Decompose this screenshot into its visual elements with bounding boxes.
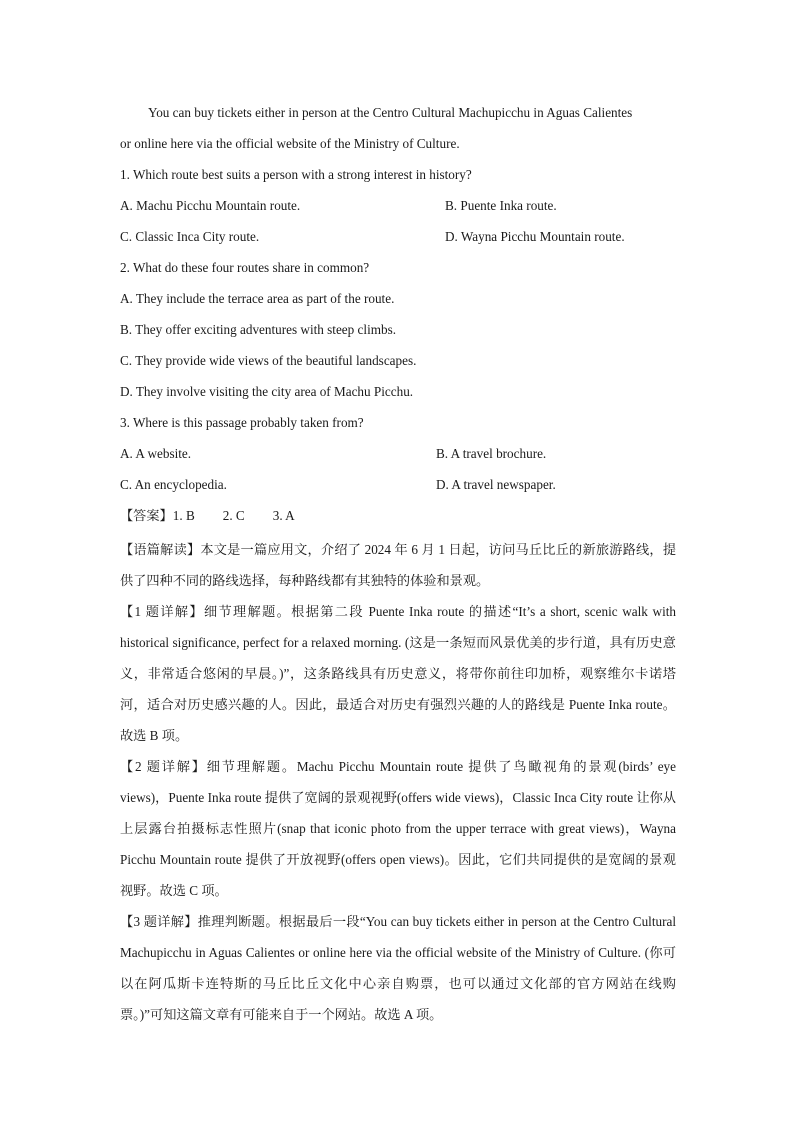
analysis-text: 细节理解题。Machu Picchu Mountain route 提供了鸟瞰视角的景观(birds’ eye views)，Puente Inka route 提供了宽阔的景观视野(offers wide views)，Classic Inca City route 让你从上层露台拍摄标志性照片(snap that iconic photo from the upper terrace with great views)，Wayna Picchu Mountain route 提供了开放视野(offers open views)。因此，它们共同提供的是宽阔的景观视野。故选 C 项。 — [120, 759, 677, 898]
question-3-options-row-1 — [120, 441, 676, 472]
analysis-label: 【语篇解读】 — [120, 542, 201, 557]
question-2-stem: 2. What do these four routes share in common? — [120, 260, 370, 275]
answer-2: 2. C — [222, 508, 245, 523]
question-3-options-row-2 — [120, 472, 676, 503]
question-3-option-c: C. An encyclopedia. — [120, 477, 227, 492]
answer-3: 3. A — [272, 508, 295, 523]
document-page — [120, 100, 676, 1030]
question-3-option-a: A. A website. — [120, 446, 192, 461]
question-1-stem: 1. Which route best suits a person with a strong interest in history? — [120, 167, 472, 182]
question-1-options-row-1 — [120, 193, 676, 224]
answer-1: 1. B — [172, 508, 195, 523]
question-1-option-c: C. Classic Inca City route. — [120, 229, 260, 244]
analysis-text: 推理判断题。根据最后一段“You can buy tickets either in person at the Centro Cultural Machupicchu in Aguas Calientes or online here via the official website of the Ministry of Culture. (你可以在阿瓜斯卡连特斯的马丘比丘文化中心亲自购票，也可以通过文化部的官方网站在线购票。)”可知这篇文章有可能来自于一个网站。故选 A 项。 — [120, 914, 676, 1022]
question-1-option-a: A. Machu Picchu Mountain route. — [120, 198, 301, 213]
answer-label: 【答案】 — [120, 508, 173, 523]
analysis-label: 【2 题详解】 — [120, 759, 207, 774]
analysis-text: 本文是一篇应用文，介绍了 2024 年 6 月 1 日起，访问马丘比丘的新旅游路线，提供了四种不同的路线选择，每种路线都有其独特的体验和景观。 — [120, 542, 677, 588]
analysis-question-1 — [120, 596, 676, 751]
question-1-options-row-2 — [120, 224, 676, 255]
analysis-label: 【3 题详解】 — [120, 914, 198, 929]
question-2-option-d: D. They involve visiting the city area of Machu Picchu. — [120, 384, 414, 399]
analysis-question-3 — [120, 906, 676, 1030]
question-3-option-b: B. A travel brochure. — [436, 446, 547, 461]
analysis-question-2 — [120, 751, 676, 906]
passage-line-1: You can buy tickets either in person at the Centro Cultural Machupicchu in Aguas Calientes — [148, 105, 633, 120]
question-1-option-b: B. Puente Inka route. — [445, 198, 557, 213]
question-2-option-b: B. They offer exciting adventures with steep climbs. — [120, 322, 397, 337]
question-2-option-c: C. They provide wide views of the beautiful landscapes. — [120, 353, 417, 368]
passage-line-2: or online here via the official website of the Ministry of Culture. — [120, 136, 460, 151]
question-2-option-a: A. They include the terrace area as part of the route. — [120, 291, 395, 306]
question-3-option-d: D. A travel newspaper. — [436, 477, 556, 492]
analysis-label: 【1 题详解】 — [120, 604, 204, 619]
question-1-option-d: D. Wayna Picchu Mountain route. — [445, 229, 625, 244]
answer-line — [120, 503, 676, 534]
question-3-stem: 3. Where is this passage probably taken from? — [120, 415, 364, 430]
analysis-text: 细节理解题。根据第二段 Puente Inka route 的描述“It’s a short, scenic walk with historical significance, perfect for a relaxed morning. (这是一条短而风景优美的步行道，具有历史意义，非常适合悠闲的早晨。)”，这条路线具有历史意义，将带你前往印加桥，观察维尔卡诺塔河，适合对历史感兴趣的人。因此，最适合对历史有强烈兴趣的人的路线是 Puente Inka route。故选 B 项。 — [120, 604, 676, 743]
analysis-passage-reading — [120, 534, 676, 596]
